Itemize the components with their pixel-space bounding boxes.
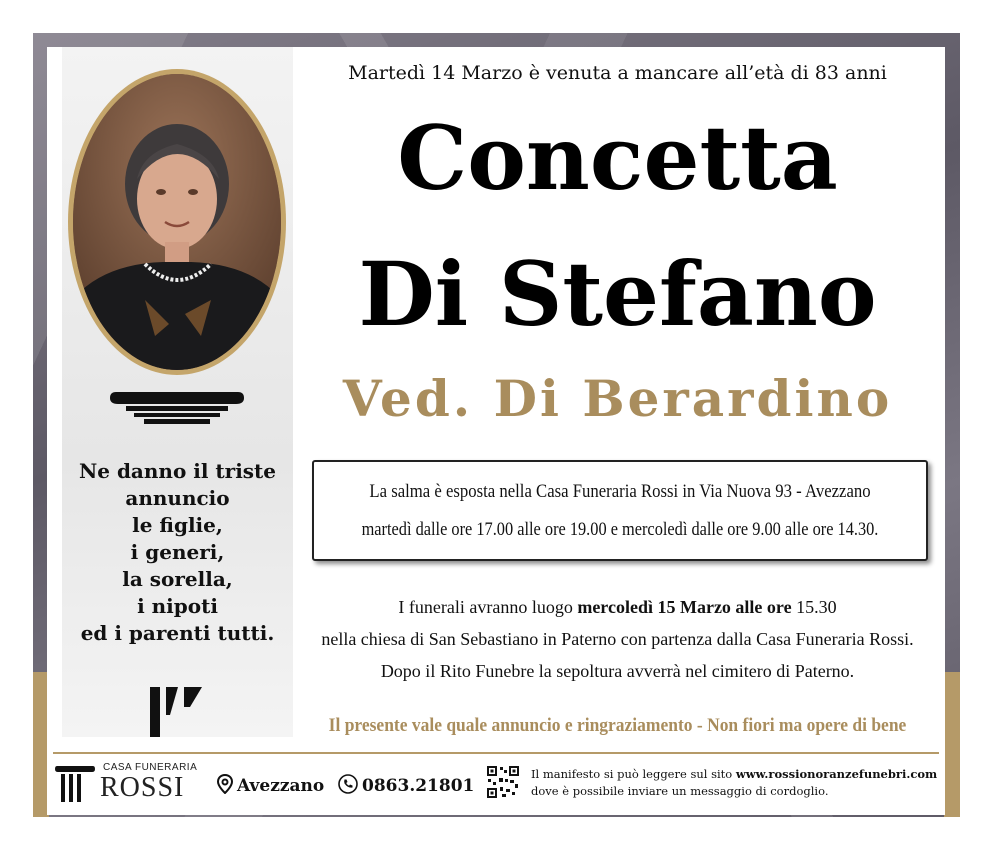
deceased-last-name: Di Stefano (358, 242, 877, 346)
relatives-announcement (62, 458, 293, 647)
visitation-box (312, 460, 928, 561)
footer-note-text: dove è possibile inviare un messaggio di cordoglio. (531, 784, 829, 798)
footer-note-text: Il manifesto si può leggere sul sito (531, 767, 736, 781)
visitation-line: La salma è esposta nella Casa Funeraria Rossi in Via Nuova 93 - Avezzano (369, 481, 871, 502)
logo-subtitle: CASA FUNERARIA (103, 762, 198, 773)
logo-name: ROSSI (100, 772, 185, 803)
relatives-line: le figlie, (132, 513, 223, 537)
footer-phone[interactable] (338, 774, 474, 796)
phone-icon (338, 774, 358, 794)
relatives-line: Ne danno il triste (78, 459, 277, 483)
funeral-line: Dopo il Rito Funebre la sepoltura avverrà nel cimitero di Paterno. (380, 661, 855, 681)
funeral-line (300, 597, 935, 618)
funeral-date: mercoledì 15 Marzo alle ore (577, 597, 792, 617)
footer-city-text: Avezzano (237, 776, 325, 796)
death-announcement: Martedì 14 Marzo è venuta a mancare all’età di 83 anni (348, 62, 887, 84)
relatives-line: annuncio (125, 486, 230, 510)
gold-border-right (944, 672, 960, 817)
funeral-line: nella chiesa di San Sebastiano in Paterno con partenza dalla Casa Funeraria Rossi. (321, 629, 914, 649)
visitation-line: martedì dalle ore 17.00 alle ore 19.00 e mercoledì dalle ore 9.00 alle ore 14.30. (361, 519, 879, 540)
funeral-text: I funerali avranno luogo (398, 597, 578, 617)
pin-icon (217, 774, 233, 794)
column-capital-icon (110, 388, 244, 426)
relatives-line: ed i parenti tutti. (80, 621, 275, 645)
footer-website-link[interactable]: www.rossionoranzefunebri.com (735, 767, 938, 781)
column-logo-icon (148, 685, 208, 737)
column-capital-icon (55, 764, 95, 804)
footer-location (217, 774, 324, 796)
footer-phone-number: 0863.21801 (362, 776, 475, 796)
footer-divider (53, 752, 939, 754)
funeral-time: 15.30 (791, 597, 837, 617)
footer-note (531, 766, 937, 800)
funeral-home-logo (55, 762, 205, 804)
relatives-line: la sorella, (122, 567, 233, 591)
closing-note: Il presente vale quale annuncio e ringraziamento - Non fiori ma opere di bene (328, 715, 907, 736)
portrait-photo (73, 74, 281, 370)
relatives-line: i generi, (130, 540, 225, 564)
widow-of: Ved. Di Berardino (342, 369, 893, 428)
qr-code-icon[interactable] (486, 765, 520, 799)
relatives-line: i nipoti (137, 594, 218, 618)
deceased-first-name: Concetta (397, 106, 838, 210)
